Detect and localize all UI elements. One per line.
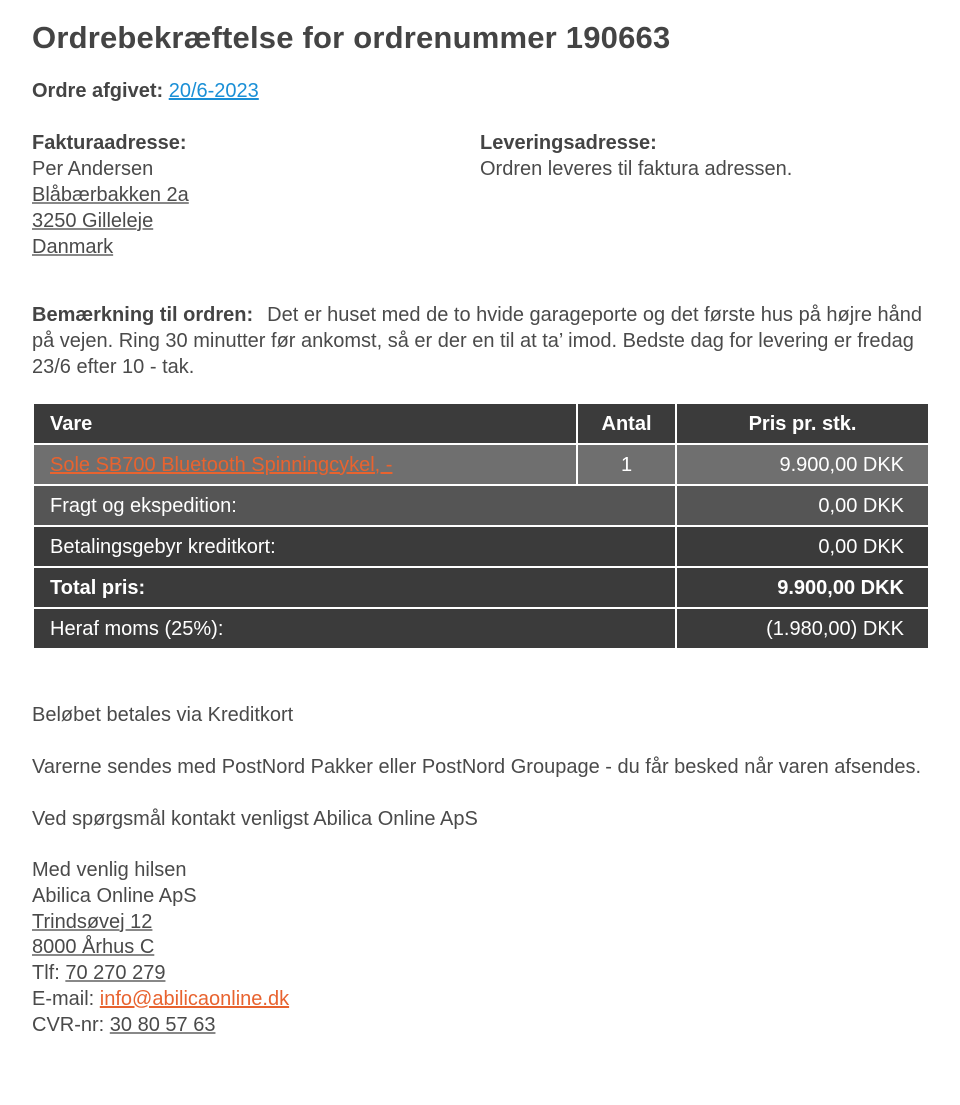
shipping-row — [33, 485, 929, 526]
card-fee-row — [33, 526, 929, 567]
order-confirmation-email — [32, 18, 928, 1039]
billing-country[interactable]: Danmark — [32, 236, 114, 258]
delivery-text: Ordren leveres til faktura adressen. — [480, 158, 793, 180]
shipping-value: 0,00 DKK — [676, 485, 929, 526]
email-label: E-mail: — [32, 987, 95, 1010]
remark-label: Bemærkning til ordren: — [32, 304, 254, 326]
item-qty: 1 — [577, 444, 676, 485]
order-date-link[interactable]: 20/6-2023 — [168, 80, 259, 102]
footer — [32, 702, 928, 1039]
company-street[interactable]: Trindsøvej 12 — [32, 910, 153, 933]
cvr-number[interactable]: 30 80 57 63 — [109, 1013, 216, 1036]
cvr-label: CVR-nr: — [32, 1013, 105, 1036]
delivery-address — [480, 130, 928, 260]
contact-note: Ved spørgsmål kontakt venligst Abilica Online ApS — [32, 808, 478, 830]
company-name: Abilica Online ApS — [32, 884, 197, 907]
addresses — [32, 130, 928, 260]
delivery-label: Leveringsadresse: — [480, 132, 657, 154]
phone-label: Tlf: — [32, 962, 60, 985]
vat-row — [33, 608, 929, 649]
email-link[interactable]: info@abilicaonline.dk — [99, 987, 290, 1010]
column-header-qty: Antal — [577, 403, 676, 444]
vat-value: (1.980,00) DKK — [676, 608, 929, 649]
phone-link[interactable]: 70 270 279 — [65, 962, 166, 985]
order-remark — [32, 302, 928, 380]
order-date-line — [32, 78, 928, 104]
total-row — [33, 567, 929, 608]
shipping-label: Fragt og ekspedition: — [33, 485, 676, 526]
order-table — [32, 402, 930, 650]
billing-label: Fakturaadresse: — [32, 132, 187, 154]
order-date-label: Ordre afgivet: — [32, 80, 164, 102]
page-title: Ordrebekræftelse for ordrenummer 190663 — [32, 20, 671, 55]
table-header-row — [33, 403, 929, 444]
billing-city[interactable]: 3250 Gilleleje — [32, 210, 154, 232]
table-row — [33, 444, 929, 485]
total-value: 9.900,00 DKK — [676, 567, 929, 608]
billing-street[interactable]: Blåbærbakken 2a — [32, 184, 189, 206]
billing-name: Per Andersen — [32, 158, 154, 180]
remark-text: Det er huset med de to hvide garageporte og det første hus på højre hånd på vejen. Ring 30 minutter før ankomst, så er der en til at ta’ imod. Bedste dag for levering er fredag 23/6 efter 10 - tak. — [32, 304, 922, 378]
payment-note: Beløbet betales via Kreditkort — [32, 704, 294, 726]
card-fee-label: Betalingsgebyr kreditkort: — [33, 526, 676, 567]
card-fee-value: 0,00 DKK — [676, 526, 929, 567]
billing-address — [32, 130, 480, 260]
item-price: 9.900,00 DKK — [676, 444, 929, 485]
product-link[interactable]: Sole SB700 Bluetooth Spinningcykel, - — [50, 453, 393, 476]
signature — [32, 858, 928, 1039]
greeting: Med venlig hilsen — [32, 859, 187, 881]
company-city[interactable]: 8000 Århus C — [32, 936, 155, 959]
column-header-item: Vare — [33, 403, 577, 444]
shipping-note: Varerne sendes med PostNord Pakker eller PostNord Groupage - du får besked når varen afsendes. — [32, 756, 921, 778]
total-label: Total pris: — [33, 567, 676, 608]
vat-label: Heraf moms (25%): — [33, 608, 676, 649]
column-header-price: Pris pr. stk. — [676, 403, 929, 444]
